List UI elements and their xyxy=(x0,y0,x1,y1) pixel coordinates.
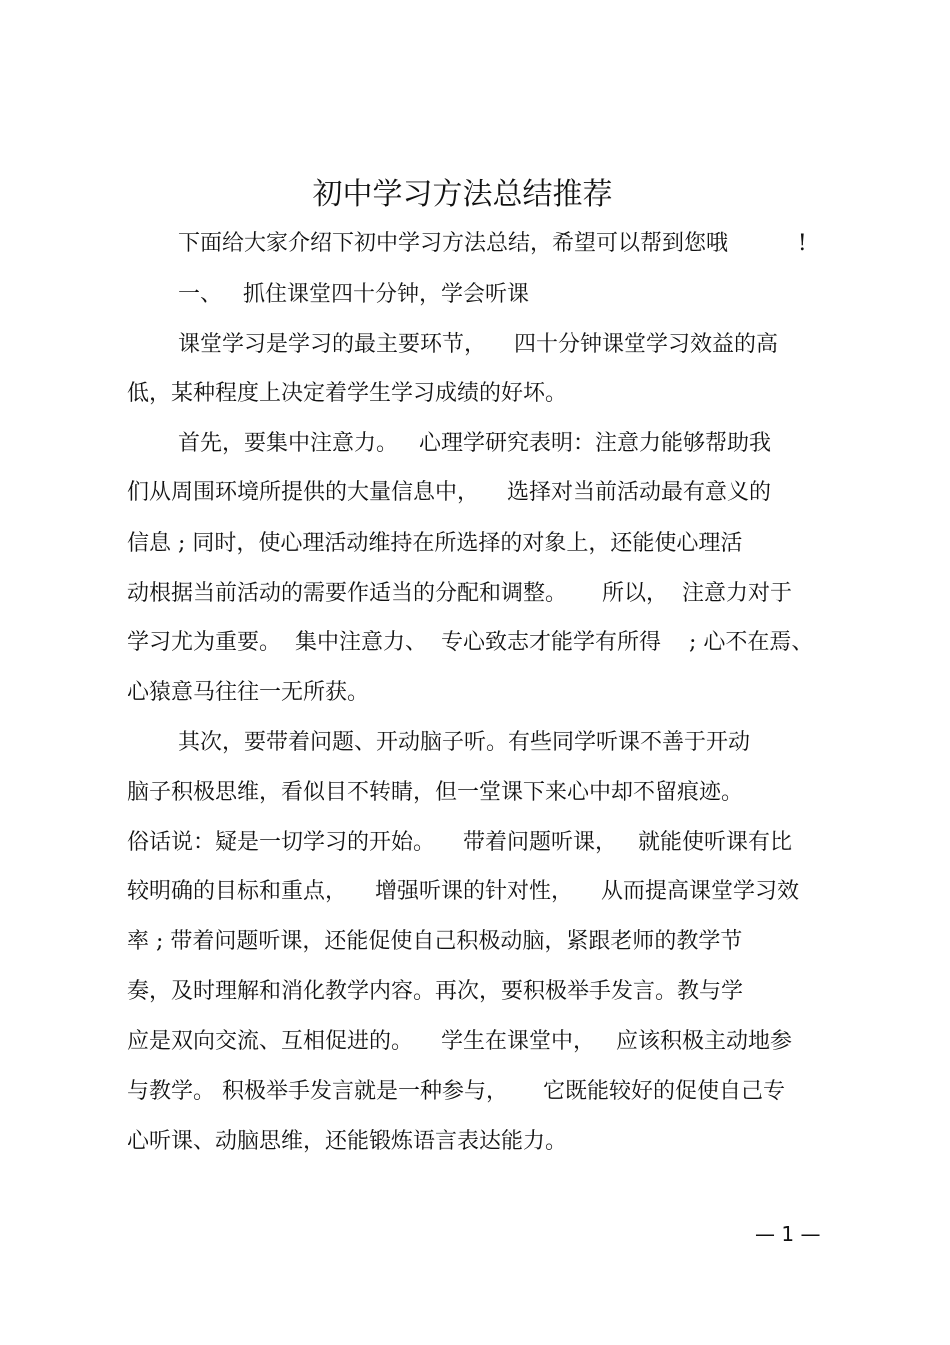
text-line: 俗话说：疑是一切学习的开始。 带着问题听课， 就能使听课有比 xyxy=(127,830,792,855)
text-line: 心猿意马往往一无所获。 xyxy=(127,680,370,705)
text-line: 心听课、动脑思维，还能锻炼语言表达能力。 xyxy=(127,1129,568,1154)
text-line: 奏，及时理解和消化教学内容。再次，要积极举手发言。教与学 xyxy=(127,979,744,1004)
text-line: 信息 ; 同时，使心理活动维持在所选择的对象上，还能使心理活 xyxy=(127,531,743,556)
text-line: 下面给大家介绍下初中学习方法总结，希望可以帮到您哦 ! xyxy=(178,231,807,256)
text-line: 应是双向交流、互相促进的。 学生在课堂中， 应该积极主动地参 xyxy=(127,1029,792,1054)
text-line: 动根据当前活动的需要作适当的分配和调整。 所以， 注意力对于 xyxy=(127,581,792,606)
text-line: 们从周围环境所提供的大量信息中， 选择对当前活动最有意义的 xyxy=(127,480,771,505)
document-title: 初中学习方法总结推荐 xyxy=(312,177,613,212)
text-line: 低，某种程度上决定着学生学习成绩的好坏。 xyxy=(127,381,568,406)
text-line: 率 ; 带着问题听课，还能促使自己积极动脑，紧跟老师的教学节 xyxy=(127,929,743,954)
section-heading: 一、 抓住课堂四十分钟，学会听课 xyxy=(178,282,529,307)
text-line: 其次，要带着问题、开动脑子听。有些同学听课不善于开动 xyxy=(178,730,751,755)
text-line: 首先，要集中注意力。 心理学研究表明：注意力能够帮助我 xyxy=(178,431,771,456)
text-line: 与教学。 积极举手发言就是一种参与， 它既能较好的促使自己专 xyxy=(127,1079,785,1104)
page-number: — 1 — xyxy=(755,1222,821,1246)
text-line: 脑子积极思维，看似目不转睛，但一堂课下来心中却不留痕迹。 xyxy=(127,780,744,805)
text-line: 学习尤为重要。 集中注意力、 专心致志才能学有所得 ; 心不在焉、 xyxy=(127,630,814,655)
text-line: 较明确的目标和重点， 增强听课的针对性， 从而提高课堂学习效 xyxy=(127,879,799,904)
text-line: 课堂学习是学习的最主要环节， 四十分钟课堂学习效益的高 xyxy=(178,332,778,357)
